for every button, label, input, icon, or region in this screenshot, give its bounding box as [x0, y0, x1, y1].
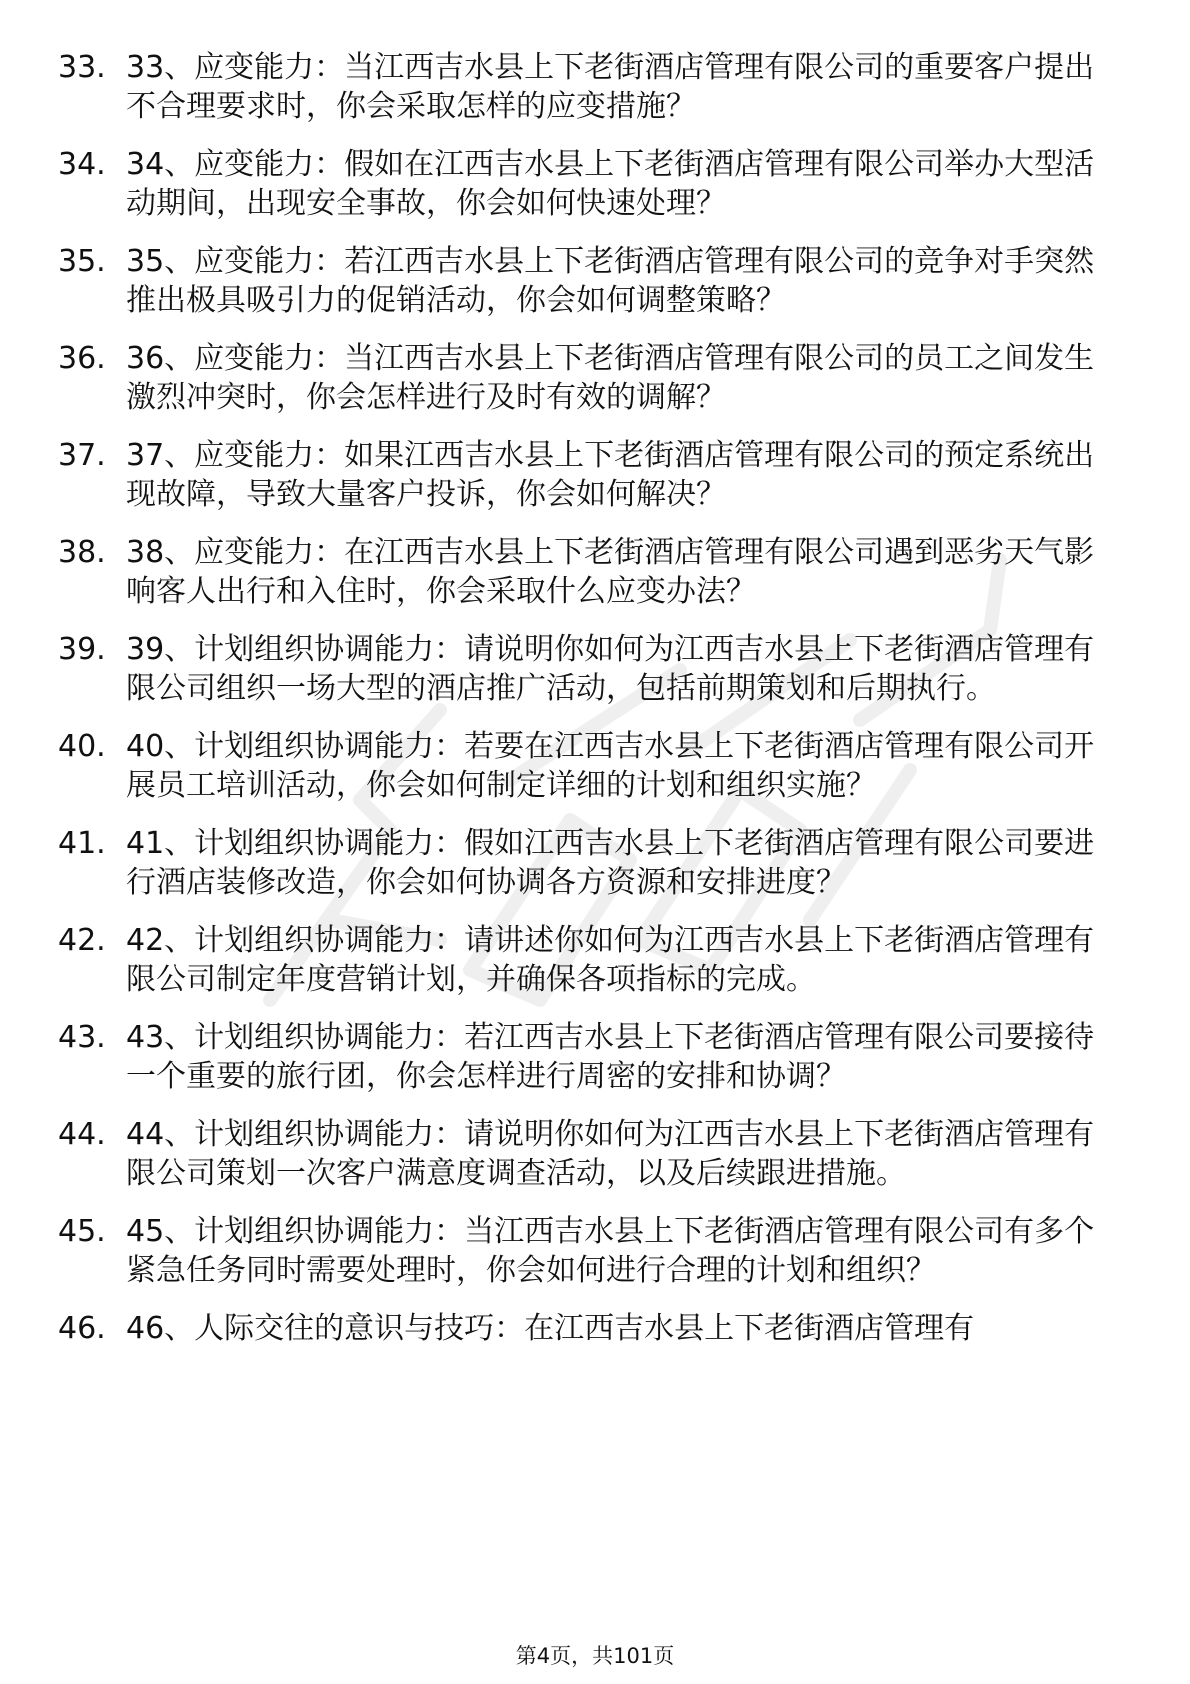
question-number: 39. — [58, 632, 106, 667]
question-text: 38、应变能力：在江西吉水县上下老街酒店管理有限公司遇到恶劣天气影响客人出行和入住时，你会采取什么应变办法？ — [126, 535, 1095, 609]
question-item — [58, 824, 1118, 902]
question-text: 44、计划组织协调能力：请说明你如何为江西吉水县上下老街酒店管理有限公司策划一次客户满意度调查活动，以及后续跟进措施。 — [126, 1117, 1095, 1191]
question-number: 37. — [58, 438, 106, 473]
question-number: 45. — [58, 1214, 106, 1249]
question-number: 46. — [58, 1311, 106, 1346]
question-item — [58, 436, 1118, 514]
question-item — [58, 1018, 1118, 1096]
question-number: 42. — [58, 923, 106, 958]
question-text: 41、计划组织协调能力：假如江西吉水县上下老街酒店管理有限公司要进行酒店装修改造，你会如何协调各方资源和安排进度？ — [126, 826, 1095, 900]
question-item — [58, 1212, 1118, 1290]
question-number: 35. — [58, 244, 106, 279]
question-list — [58, 48, 1118, 1367]
question-item — [58, 921, 1118, 999]
page-number-footer: 第4页，共101页 — [515, 1644, 675, 1668]
question-text: 33、应变能力：当江西吉水县上下老街酒店管理有限公司的重要客户提出不合理要求时，你会采取怎样的应变措施？ — [126, 50, 1095, 124]
question-text: 34、应变能力：假如在江西吉水县上下老街酒店管理有限公司举办大型活动期间，出现安全事故，你会如何快速处理？ — [126, 147, 1095, 221]
question-text: 37、应变能力：如果江西吉水县上下老街酒店管理有限公司的预定系统出现故障，导致大量客户投诉，你会如何解决？ — [126, 438, 1095, 512]
question-text: 36、应变能力：当江西吉水县上下老街酒店管理有限公司的员工之间发生激烈冲突时，你会怎样进行及时有效的调解？ — [126, 341, 1095, 415]
question-text: 42、计划组织协调能力：请讲述你如何为江西吉水县上下老街酒店管理有限公司制定年度营销计划，并确保各项指标的完成。 — [126, 923, 1095, 997]
question-item — [58, 630, 1118, 708]
question-number: 38. — [58, 535, 106, 570]
question-text: 39、计划组织协调能力：请说明你如何为江西吉水县上下老街酒店管理有限公司组织一场大型的酒店推广活动，包括前期策划和后期执行。 — [126, 632, 1095, 706]
question-number: 43. — [58, 1020, 106, 1055]
question-item — [58, 339, 1118, 417]
question-number: 41. — [58, 826, 106, 861]
question-item — [58, 48, 1118, 126]
question-item — [58, 1309, 1118, 1348]
question-number: 36. — [58, 341, 106, 376]
question-number: 33. — [58, 50, 106, 85]
question-item — [58, 727, 1118, 805]
question-number: 34. — [58, 147, 106, 182]
question-text: 46、人际交往的意识与技巧：在江西吉水县上下老街酒店管理有 — [126, 1311, 975, 1346]
question-text: 43、计划组织协调能力：若江西吉水县上下老街酒店管理有限公司要接待一个重要的旅行团，你会怎样进行周密的安排和协调？ — [126, 1020, 1095, 1094]
question-item — [58, 145, 1118, 223]
question-number: 44. — [58, 1117, 106, 1152]
question-item — [58, 1115, 1118, 1193]
question-number: 40. — [58, 729, 106, 764]
question-item — [58, 533, 1118, 611]
question-text: 40、计划组织协调能力：若要在江西吉水县上下老街酒店管理有限公司开展员工培训活动，你会如何制定详细的计划和组织实施？ — [126, 729, 1095, 803]
question-item — [58, 242, 1118, 320]
question-text: 35、应变能力：若江西吉水县上下老街酒店管理有限公司的竞争对手突然推出极具吸引力的促销活动，你会如何调整策略？ — [126, 244, 1095, 318]
question-text: 45、计划组织协调能力：当江西吉水县上下老街酒店管理有限公司有多个紧急任务同时需要处理时，你会如何进行合理的计划和组织？ — [126, 1214, 1095, 1288]
